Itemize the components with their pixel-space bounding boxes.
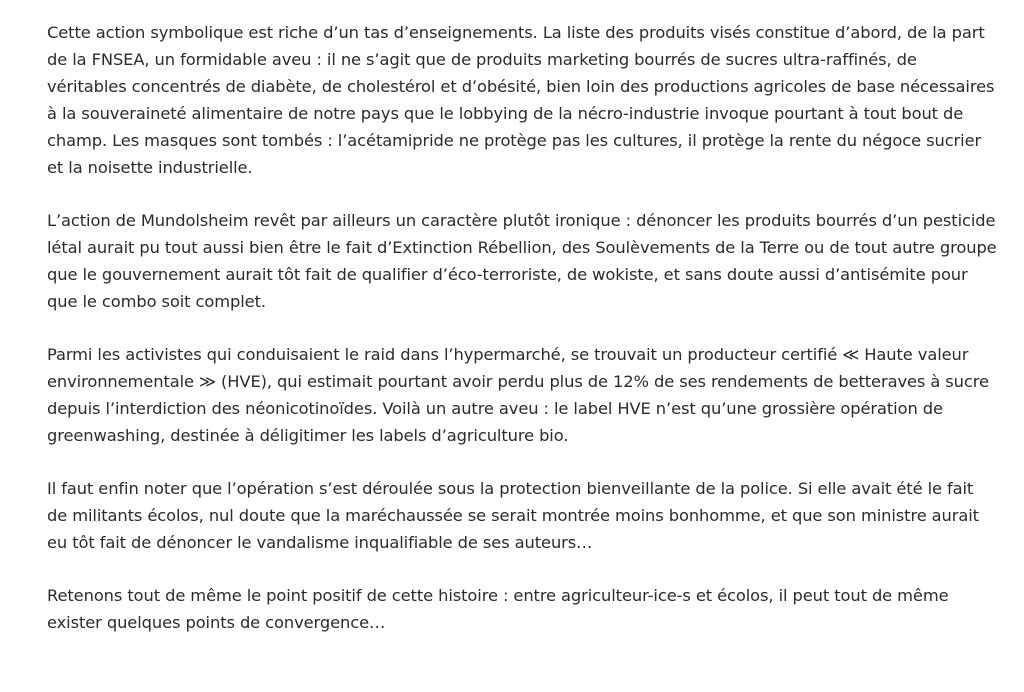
article-body [47, 19, 997, 662]
paragraph-4: Il faut enfin noter que l’opération s’est déroulée sous la protection bienveillante de la police. Si elle avait été le fait de militants écolos, nul doute que la maréchaussée se serait montrée moins bonhomme, et que son ministre aurait eu tôt fait de dénoncer le vandalisme inqualifiable de ses auteurs… [47, 479, 979, 552]
paragraph-5: Retenons tout de même le point positif de cette histoire : entre agriculteur-ice-s et écolos, il peut tout de même exister quelques points de convergence… [47, 586, 949, 632]
paragraph-2: L’action de Mundolsheim revêt par ailleurs un caractère plutôt ironique : dénoncer les produits bourrés d’un pesticide létal aurait pu tout aussi bien être le fait d’Extinction Rébellion, des Soulèvements de la Terre ou de tout autre groupe que le gouvernement aurait tôt fait de qualifier d’éco-terroriste, de wokiste, et sans doute aussi d’antisémite pour que le combo soit complet. [47, 211, 997, 311]
paragraph-1: Cette action symbolique est riche d’un tas d’enseignements. La liste des produits visés constitue d’abord, de la part de la FNSEA, un formidable aveu : il ne s’agit que de produits marketing bourrés de sucres ultra-raffinés, de véritables concentrés de diabète, de cholestérol et d’obésité, bien loin des productions agricoles de base nécessaires à la souveraineté alimentaire de notre pays que le lobbying de la nécro-industrie invoque pourtant à tout bout de champ. Les masques sont tombés : l’acétamipride ne protège pas les cultures, il protège la rente du négoce sucrier et la noisette industrielle. [47, 23, 995, 177]
paragraph-3: Parmi les activistes qui conduisaient le raid dans l’hypermarché, se trouvait un producteur certifié ≪ Haute valeur environnementale ≫ (HVE), qui estimait pourtant avoir perdu plus de 12% de ses rendements de betteraves à sucre depuis l’interdiction des néonicotinoïdes. Voilà un autre aveu : le label HVE n’est qu’une grossière opération de greenwashing, destinée à déligitimer les labels d’agriculture bio. [47, 345, 989, 445]
